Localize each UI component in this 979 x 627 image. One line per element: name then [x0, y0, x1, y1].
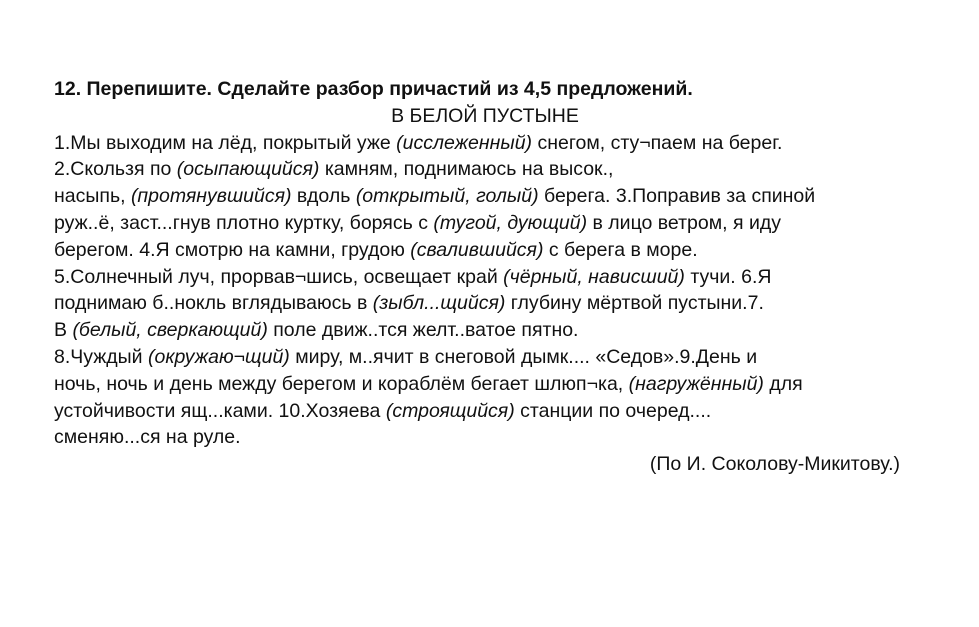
text-segment: 2.Скользя по [54, 158, 177, 181]
exercise-heading: 12. Перепишите. Сделайте разбор причастий из 4,5 предложений. [54, 78, 693, 100]
italic-word-form: (протянувшийся) [130, 185, 292, 208]
text-line [54, 317, 914, 344]
text-line [54, 156, 914, 183]
text-segment: в лицо ветром, я иду [587, 211, 781, 234]
text-line [54, 183, 914, 210]
italic-word-form: (окружаю¬щий) [147, 345, 290, 368]
text-segment: 5.Солнечный луч, прорвав¬шись, освещает край [54, 265, 504, 288]
italic-word-form: (нагружённый) [628, 372, 764, 395]
italic-word-form: (зыбл...щийся) [372, 292, 506, 315]
italic-word-form: (белый, сверкающий) [72, 319, 268, 342]
italic-word-form: (свалившийся) [410, 238, 544, 261]
text-line [54, 237, 914, 264]
text-segment: миру, м..ячит в снеговой дымк.... «Седов».9.День и [289, 345, 758, 368]
text-segment: берегом. 4.Я смотрю на камни, грудою [54, 238, 411, 261]
text-line [54, 371, 914, 398]
text-segment: для [763, 372, 803, 395]
text-segment: с берега в море. [543, 238, 698, 261]
author-attribution: (По И. Соколову-Микитову.) [649, 453, 900, 476]
italic-word-form: (открытый, голый) [355, 185, 539, 208]
italic-word-form: (исслеженный) [396, 131, 533, 154]
text-title: В БЕЛОЙ ПУСТЫНЕ [391, 104, 579, 127]
text-segment: камням, поднимаюсь на высок., [319, 158, 614, 181]
text-line [54, 344, 914, 371]
text-segment: тучи. 6.Я [684, 265, 772, 288]
text-segment: глубину мёртвой пустыни.7. [505, 292, 764, 315]
text-line [54, 398, 914, 425]
text-segment: снегом, сту¬паем на берег. [532, 131, 783, 154]
text-line [54, 424, 914, 451]
text-segment: руж..ё, заст...гнув плотно куртку, борясь с [54, 211, 434, 234]
text-segment: станции по очеред.... [514, 399, 712, 422]
italic-word-form: (осыпающийся) [176, 158, 320, 181]
text-segment: 8.Чуждый [54, 345, 148, 368]
italic-word-form: (чёрный, нависший) [503, 265, 685, 288]
document-body [54, 76, 914, 478]
text-segment: устойчивости ящ...ками. 10.Хозяева [54, 399, 386, 422]
text-segment: В [54, 319, 73, 342]
text-segment: ночь, ночь и день между берегом и кораблём бегает шлюп¬ка, [54, 372, 629, 395]
text-segment: вдоль [291, 185, 356, 208]
italic-word-form: (строящийся) [385, 399, 515, 422]
text-segment: берега. 3.Поправив за спиной [538, 185, 816, 208]
text-body [54, 130, 914, 452]
text-segment: насыпь, [54, 185, 131, 208]
text-line [54, 210, 914, 237]
text-line [54, 264, 914, 291]
text-segment: 1.Мы выходим на лёд, покрытый уже [54, 131, 397, 154]
italic-word-form: (тугой, дующий) [433, 211, 588, 234]
text-segment: сменяю...ся на руле. [54, 426, 241, 449]
text-line [54, 290, 914, 317]
text-segment: поднимаю б..нокль вглядываюсь в [54, 292, 373, 315]
text-segment: поле движ..тся желт..ватое пятно. [267, 319, 579, 342]
text-line [54, 130, 914, 157]
